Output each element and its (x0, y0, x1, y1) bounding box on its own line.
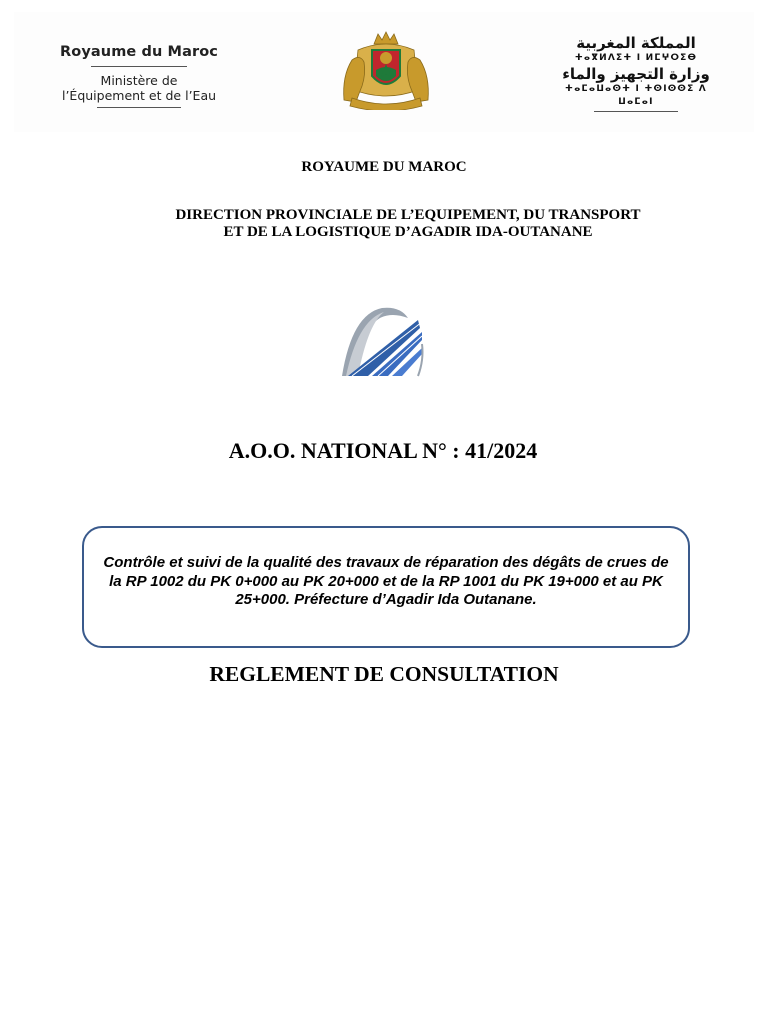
tender-number-title: A.O.O. NATIONAL N° : 41/2024 (228, 438, 538, 463)
moroccan-coat-of-arms-icon (338, 30, 434, 110)
ministry-name-tifinagh: ⵜⴰⵎⴰⵡⴰⵙⵜ ⵏ ⵜⵙⵏⵙⵙⵉ ⴷ ⵡⴰⵎⴰⵏ (565, 84, 707, 107)
kingdom-title-tifinagh: ⵜⴰⴳⵍⴷⵉⵜ ⵏ ⵍⵎⵖⵔⵉⴱ (574, 53, 698, 63)
document-kingdom-heading: ROYAUME DU MAROC (301, 159, 467, 175)
direction-line1: DIRECTION PROVINCIALE DE L’EQUIPEMENT, DU TRANSPORT (175, 207, 641, 223)
ministry-name-ar: وزارة التجهيز والماء (562, 65, 710, 83)
direction-heading (130, 207, 686, 241)
ministry-name-line2: l’Équipement et de l’Eau (61, 88, 217, 103)
kingdom-title-fr: Royaume du Maroc (60, 44, 218, 60)
bridge-logo-icon (338, 304, 426, 380)
object-box (82, 526, 690, 648)
divider (97, 107, 181, 108)
ministry-header-ar (552, 34, 720, 112)
document-type-title: REGLEMENT DE CONSULTATION (209, 662, 559, 686)
divider (91, 66, 187, 67)
ministry-name-line1: Ministère de (100, 73, 178, 88)
ministry-header-fr (44, 44, 234, 108)
direction-line2: ET DE LA LOGISTIQUE D’AGADIR IDA-OUTANANE (223, 224, 593, 240)
tender-object-text: Contrôle et suivi de la qualité des travaux de réparation des dégâts de crues de la RP 1002 du PK 0+000 au PK 20+000 et de la RP 1001 du PK 19+000 et au PK 25+000. Préfecture d’Agadir Ida Outanane. (103, 554, 669, 608)
divider (594, 111, 678, 112)
kingdom-title-ar: المملكة المغربية (576, 34, 696, 52)
